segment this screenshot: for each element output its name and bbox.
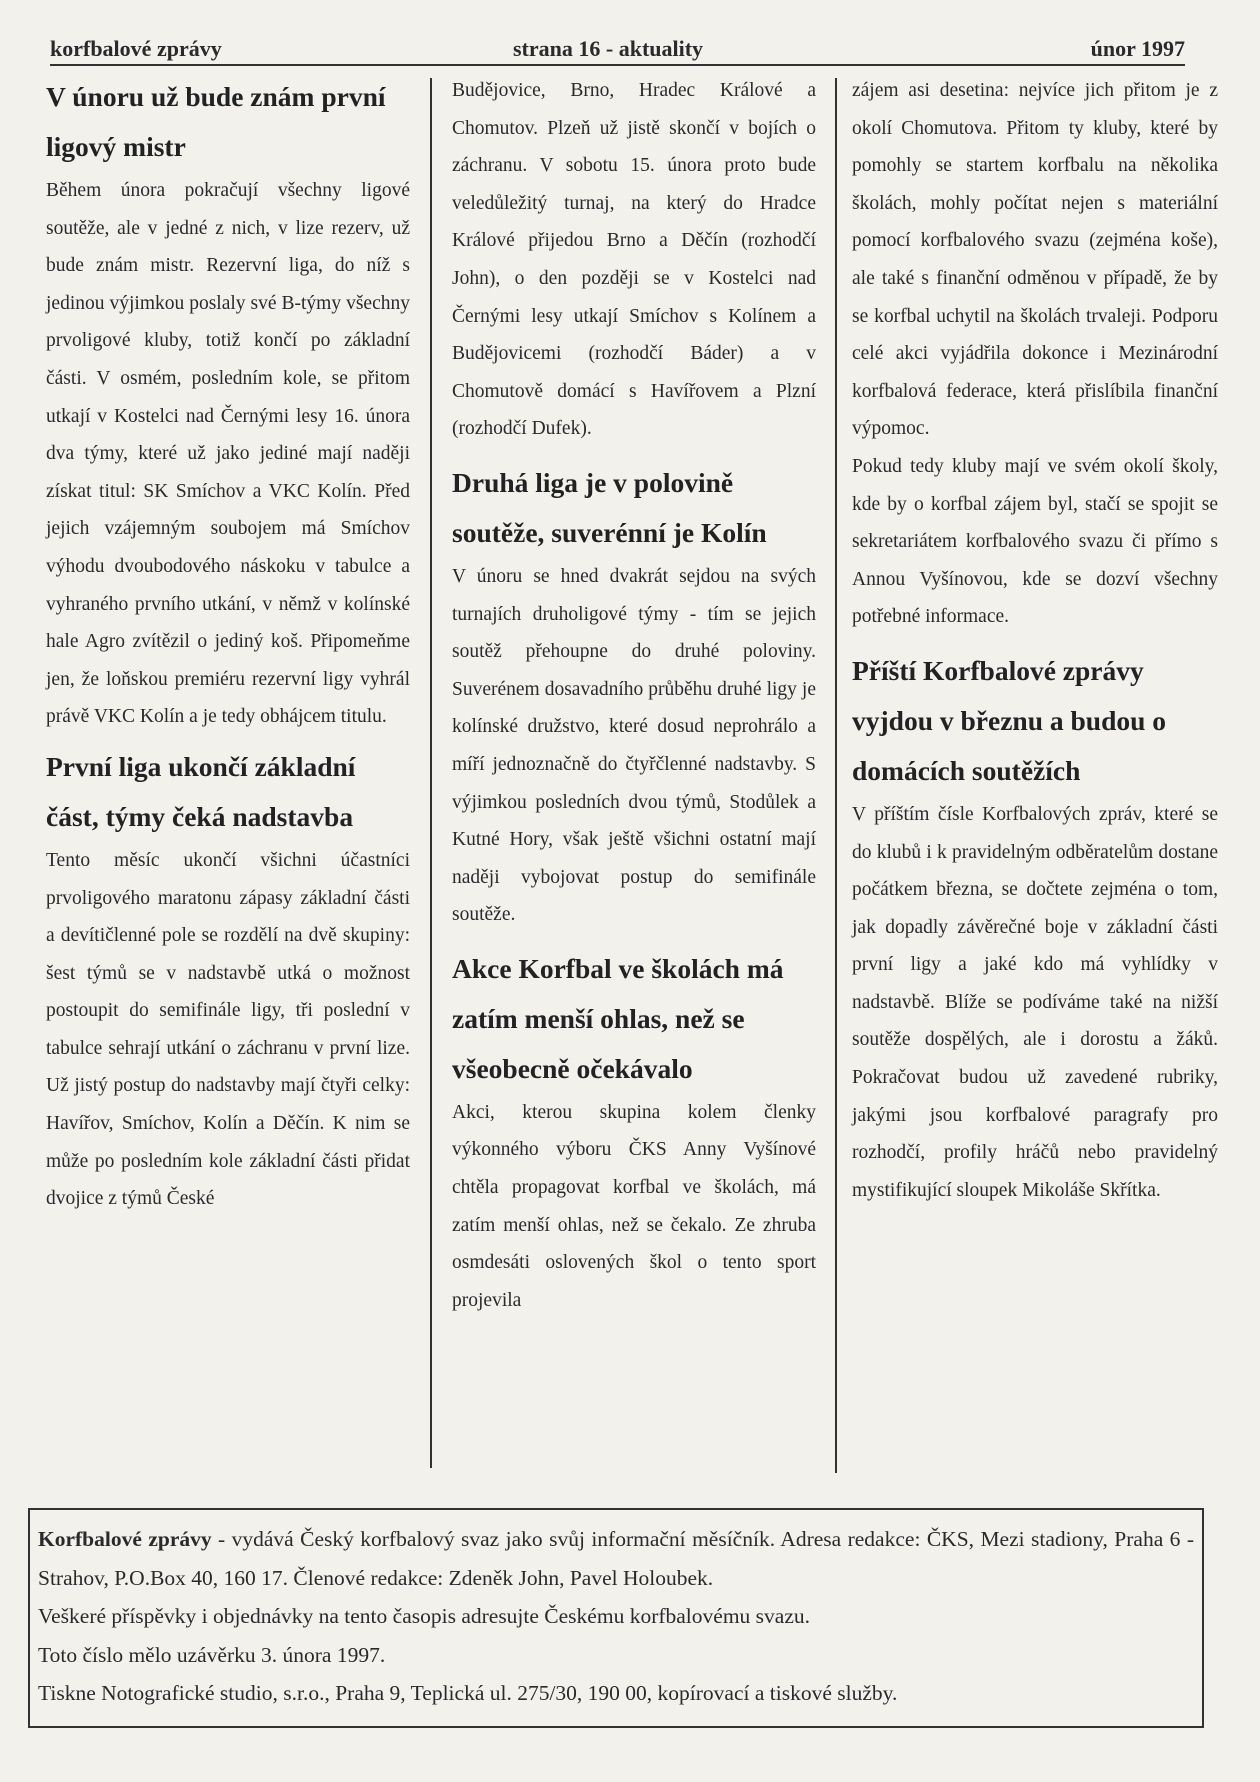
article-body-korfball-schools: Akci, kterou skupina kolem členky výkonného výboru ČKS Anny Vyšínové chtěla propagovat korfbal ve školách, má zatím menší ohlas, než se čekalo. Ze zhruba osmdesáti oslovených škol o tento sport projevila bbox=[452, 1101, 816, 1311]
imprint-publication-name: Korfbalové zprávy bbox=[38, 1527, 212, 1551]
imprint-line-2: Veškeré příspěvky i objednávky na tento časopis adresujte Českému korfbalovému svazu. bbox=[38, 1604, 810, 1628]
article-body-league-champion: Během února pokračují všechny ligové soutěže, ale v jedné z nich, v lize rezerv, už bude znám mistr. Rezervní liga, do níž s jedinou výjimkou poslaly své B-týmy všechny prvoligové kluby, totiž končí po základní části. V osmém, posledním kole, se přitom utkají v Kostelci nad Černými lesy 16. února dva týmy, které už jako jediné mají naději získat titul: SK Smíchov a VKC Kolín. Před jejich vzájemným soubojem má Smíchov výhodu dvoubodového náskoku v tabulce a vyhraného prvního utkání, v němž v kolínské hale Agro zvítězil o jediný koš. Připomeňme jen, že loňskou premiéru rezervní ligy vyhrál právě VKC Kolín a je tedy obhájcem titulu. bbox=[46, 180, 410, 728]
article-title-league-champion: V únoru už bude znám první ligový mistr bbox=[46, 81, 386, 162]
header-page-section: strana 16 - aktuality bbox=[513, 36, 704, 61]
column-divider bbox=[430, 78, 432, 1468]
article-title-next-issue: Příští Korfbalové zprávy vyjdou v březnu a budou o domácích soutěžích bbox=[852, 654, 1167, 786]
article-body-second-league: V únoru se hned dvakrát sejdou na svých turnajích druholigové týmy - tím se jejich soutěž přehoupne do druhé poloviny. Suverénem dosavadního průběhu druhé ligy je kolínské družstvo, které dosud neprohrálo a míří jednoznačně do čtyřčlenné nadstavby. S výjimkou posledních dvou týmů, Stodůlek a Kutné Hory, však ještě všichni ostatní mají naději vybojovat postup do semifinále soutěže. bbox=[452, 565, 816, 926]
article-body-first-league: Tento měsíc ukončí všichni účastníci prvoligového maratonu zápasy základní části a devítičlenné pole se rozdělí na dvě skupiny: šest týmů se v nadstavbě utká o možnost postoupit do semifinále ligy, tři poslední v tabulce sehrají utkání o záchranu v první lize. Už jistý postup do nadstavby mají čtyři celky: Havířov, Smíchov, Kolín a Děčín. K nim se může po posledním kole základní části přidat dvojice z týmů České bbox=[46, 849, 410, 1210]
column-2 bbox=[452, 72, 816, 1472]
imprint-line-1 bbox=[38, 1527, 1194, 1590]
column-1 bbox=[46, 72, 410, 1472]
article-title-korfball-schools: Akce Korfbal ve školách má zatím menší ohlas, než se všeobecně očekávalo bbox=[452, 952, 784, 1084]
header-publication-name: korfbalové zprávy bbox=[50, 36, 222, 61]
imprint-publisher-text: - vydává Český korfbalový svaz jako svůj informační měsíčník. Adresa redakce: ČKS, Mezi stadiony, Praha 6 - Strahov, P.O.Box 40, 160 17. Členové redakce: Zdeněk John, Pavel Holoubek. bbox=[38, 1527, 1194, 1590]
article-body-first-league-continued: Budějovice, Brno, Hradec Králové a Chomutov. Plzeň už jistě skončí v bojích o záchranu. V sobotu 15. února proto bude veledůležitý turnaj, na který do Hradce Králové přijedou Brno a Děčín (rozhodčí John), o den později se v Kostelci nad Černými lesy utkají Smíchov s Kolínem a Budějovicemi (rozhodčí Báder) a v Chomutově domácí s Havířovem a Plzní (rozhodčí Dufek). bbox=[452, 80, 816, 440]
header-issue-date: únor 1997 bbox=[1090, 36, 1185, 61]
article-title-first-league: První liga ukončí základní část, týmy čeká nadstavba bbox=[46, 750, 356, 832]
imprint-box bbox=[28, 1508, 1204, 1728]
article-body-korfball-schools-continued: zájem asi desetina: nejvíce jich přitom je z okolí Chomutova. Přitom ty kluby, které by pomohly se startem korfbalu na několika školách, mohly počítat nejen s materiální pomocí korfbalového svazu (zejména koše), ale také s finanční odměnou v případě, že by se korfbal uchytil na školách trvaleji. Podporu celé akci vyjádřila dokonce i Mezinárodní korfbalová federace, která přislíbila finanční výpomoc. bbox=[852, 80, 1218, 440]
column-3 bbox=[852, 72, 1218, 1472]
article-title-second-league: Druhá liga je v polovině soutěže, suverénní je Kolín bbox=[452, 466, 767, 548]
column-divider bbox=[835, 78, 837, 1473]
imprint-line-3: Toto číslo mělo uzávěrku 3. února 1997. bbox=[38, 1642, 386, 1667]
page-header bbox=[50, 24, 1185, 66]
article-body-next-issue: V příštím čísle Korfbalových zpráv, které se do klubů i k pravidelným odběratelům dostane počátkem března, se dočtete zejména o tom, jak dopadly závěrečné boje v základní části první ligy a jaké kdo má vyhlídky v nadstavbě. Blíže se podíváme také na nižší soutěže dospělých, ale i dorostu a žáků. Pokračovat budou už zavedené rubriky, jakými jsou korfbalové paragrafy pro rozhodčí, profily hráčů nebo pravidelný mystifikující sloupek Mikoláše Skřítka. bbox=[852, 803, 1218, 1201]
article-body-korfball-schools-paragraph-2: Pokud tedy kluby mají ve svém okolí školy, kde by o korfbal zájem byl, stačí se spojit se sekretariátem korfbalového svazu či přímo s Annou Vyšínovou, kde se dozví všechny potřebné informace. bbox=[852, 455, 1218, 628]
imprint-line-4: Tiskne Notografické studio, s.r.o., Praha 9, Teplická ul. 275/30, 190 00, kopírovací a tiskové služby. bbox=[38, 1681, 898, 1705]
